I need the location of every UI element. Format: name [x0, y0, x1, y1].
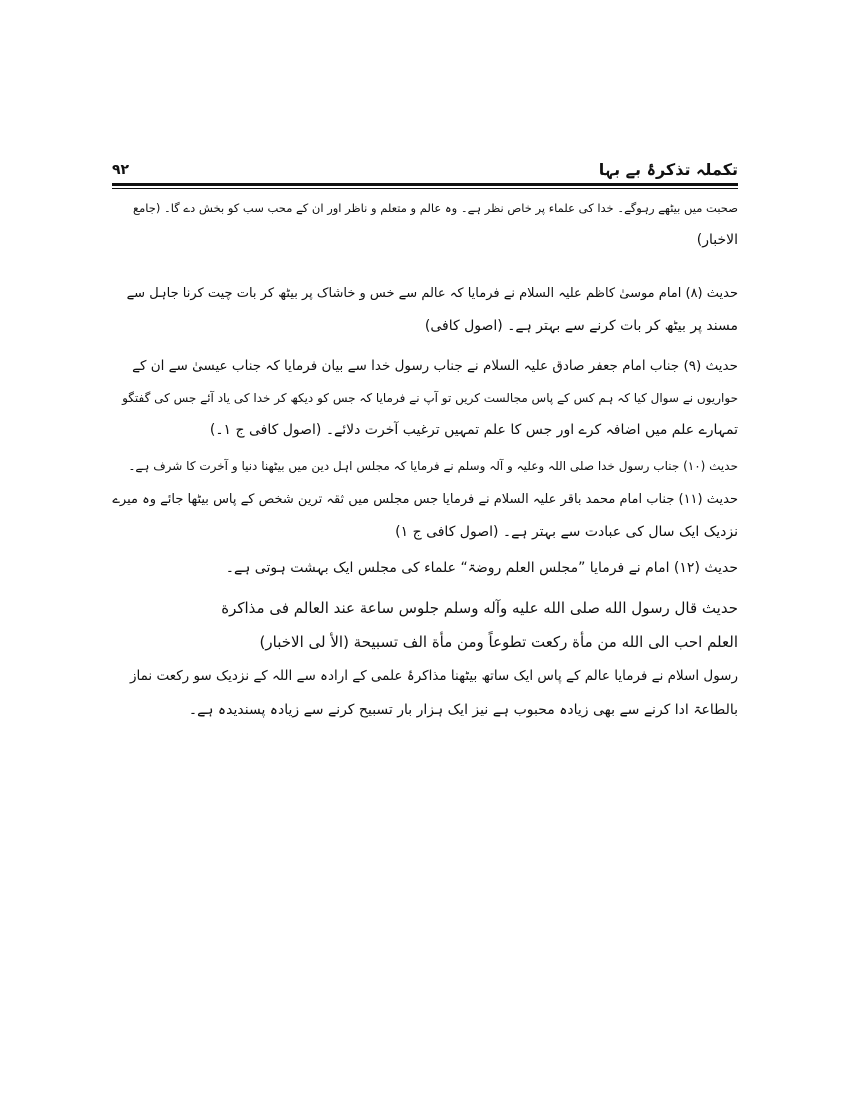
hadith-11-line-1: حدیث (۱۱) جناب امام محمد باقر علیہ السلام نے فرمایا جس مجلس میں ثقہ ترین شخص کے پاس بیٹھا جائے وہ میرے — [112, 492, 738, 507]
text-line-2: الاخبار) — [696, 232, 738, 248]
text-line-1: صحبت میں بیٹھے رہوگے۔ خدا کی علماء پر خاص نظر ہے۔ وہ عالم و متعلم و ناظر اور ان کے محب سب کو بخش دے گا۔ (جامع — [132, 201, 738, 215]
page-number: ۹۲ — [112, 162, 130, 178]
hadith-9-line-2: حواریوں نے سوال کیا کہ ہم کس کے پاس مجالست کریں تو آپ نے فرمایا کہ جس کو دیکھ کر خدا کی یاد آئے جس کی گفتگو — [122, 391, 738, 405]
arabic-hadith-line-1: حدیث قال رسول الله صلى الله عليه وآله وسلم جلوس ساعة عند العالم فى مذاكرة — [221, 599, 738, 617]
hadith-8-line-1: حدیث (۸) امام موسیٰ کاظم علیہ السلام نے فرمایا کہ عالم سے خس و خاشاک پر بیٹھ کر بات چیت کرنا جاہل سے — [126, 286, 738, 301]
hadith-12-line-1: حدیث (۱۲) امام نے فرمایا ”مجلس العلم روضۃ“ علماء کی مجلس ایک بہشت ہوتی ہے۔ — [225, 560, 738, 576]
running-header — [112, 160, 738, 180]
hadith-11-line-2: نزدیک ایک سال کی عبادت سے بہتر ہے۔ (اصول کافی ج ۱) — [395, 524, 738, 540]
hadith-9-line-3: تمہارے علم میں اضافہ کرے اور جس کا علم تمہیں ترغیب آخرت دلائے۔ (اصول کافی ج ۱۔) — [209, 422, 738, 438]
arabic-hadith-line-2: العلم احب الى الله من مأة ركعت تطوعاً ومن مأة الف تسبيحة (الأ لى الاخبار) — [259, 633, 738, 651]
hadith-9-line-1: حدیث (۹) جناب امام جعفر صادق علیہ السلام نے جناب رسول خدا سے بیان فرمایا کہ جناب عیسیٰ سے ان کے — [132, 358, 738, 374]
header-rule-thin — [112, 188, 738, 189]
translation-line-2: بالطاعۃ ادا کرنے سے بھی زیادہ محبوب ہے نیز ایک ہزار بار تسبیح کرنے سے زیادہ پسندیدہ ہے۔ — [188, 702, 738, 718]
header-rule-thick — [112, 183, 738, 186]
book-title: تکملہ تذکرۂ بے بہا — [598, 160, 738, 179]
hadith-10-line-1: حدیث (۱۰) جناب رسول خدا صلی اللہ وعلیہ و آلہ وسلم نے فرمایا کہ مجلس اہل دین میں بیٹھنا دنیا و آخرت کا شرف ہے۔ — [128, 459, 738, 473]
translation-line-1: رسول اسلام نے فرمایا عالم کے پاس ایک ساتھ بیٹھنا مذاکرۂ علمی کے ارادہ سے اللہ کے نزدیک سو رکعت نماز — [129, 668, 738, 684]
hadith-8-line-2: مسند پر بیٹھ کر بات کرنے سے بہتر ہے۔ (اصول کافی) — [424, 318, 738, 334]
